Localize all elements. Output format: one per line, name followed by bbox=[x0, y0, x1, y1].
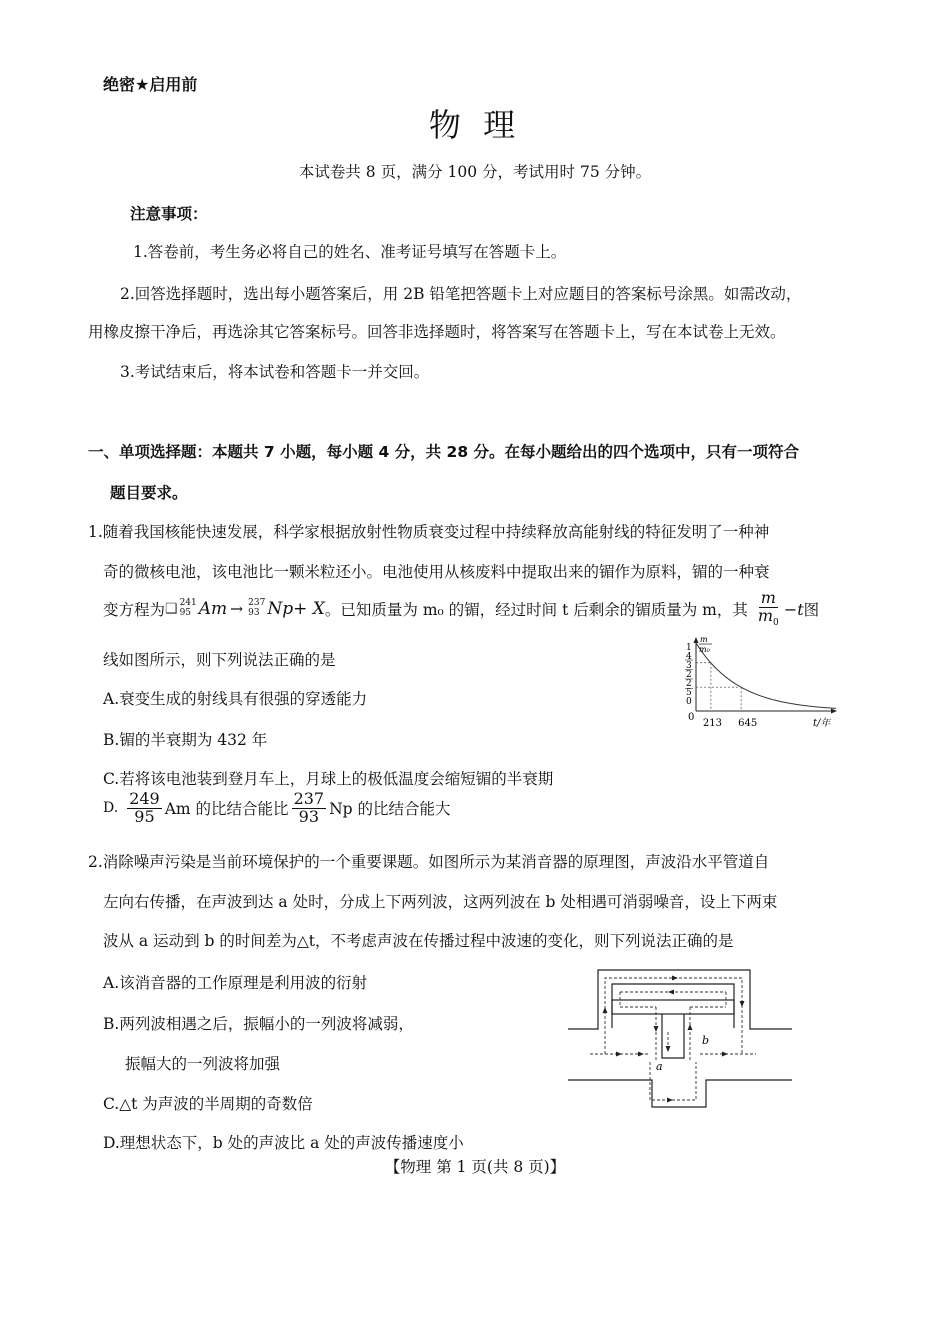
q1-line-3-post: 已知质量为 m₀ 的镅，经过时间 t 后剩余的镅质量为 m，其 bbox=[340, 601, 748, 619]
arrow-icon bbox=[740, 1001, 745, 1007]
direction-arrows bbox=[603, 976, 745, 1103]
q1-line-1: 1.随着我国核能快速发展，科学家根据放射性物质衰变过程中持续释放高能射线的特征发明了一种神 bbox=[88, 523, 770, 541]
am-symbol: Am bbox=[198, 599, 228, 619]
q2-option-d: D.理想状态下，b 处的声波比 a 处的声波传播速度小 bbox=[103, 1134, 464, 1152]
q2-option-b-1: B.两列波相遇之后，振幅小的一列波将减弱， bbox=[103, 1015, 414, 1033]
y-tick-digit: 4 bbox=[686, 652, 692, 662]
np-frac-num: 237 bbox=[293, 788, 325, 808]
x-axis-label: t/年 bbox=[813, 718, 831, 729]
arrow-icon bbox=[666, 1046, 671, 1052]
pipe-walls bbox=[568, 970, 792, 1107]
q1-option-d-text-2: Np 的比结合能大 bbox=[329, 800, 451, 818]
y-tick-digit: 2 bbox=[686, 679, 692, 689]
q1-option-d-label: D. bbox=[103, 800, 119, 816]
mass-ratio-den-m: m bbox=[757, 605, 774, 625]
am-frac-den: 95 bbox=[134, 806, 155, 826]
label-a: a bbox=[656, 1060, 663, 1073]
graph-word: 图 bbox=[803, 601, 820, 619]
mass-ratio-numerator: m bbox=[760, 587, 776, 607]
q2-line-1: 2.消除噪声污染是当前环境保护的一个重要课题。如图所示为某消音器的原理图，声波沿水平管道自 bbox=[88, 853, 770, 871]
notice-item-2a: 2.回答选择题时，选出每小题答案后，用 2B 铅笔把答题卡上对应题目的答案标号涂黑。如需改动， bbox=[120, 285, 802, 303]
q1-line-2: 奇的微核电池，该电池比一颗米粒还小。电池使用从核废料中提取出来的镅作为原料，镅的一种衰 bbox=[103, 563, 770, 581]
upper-wave-path bbox=[605, 978, 742, 1054]
x-tick-label-213: 213 bbox=[702, 718, 723, 729]
am-fraction bbox=[127, 788, 162, 826]
np-mass-number: 237 bbox=[248, 598, 266, 609]
decay-curve bbox=[696, 643, 836, 708]
t-stem bbox=[662, 1014, 684, 1058]
q1-line-3-pre: 变方程为 bbox=[103, 601, 166, 619]
y-axis-arrow bbox=[694, 637, 699, 643]
am-mass-number: 241 bbox=[179, 598, 197, 609]
y-tick-digit: 5 bbox=[686, 688, 692, 698]
minus-t: −t bbox=[783, 599, 804, 619]
page-footer: 【物理 第 1 页(共 8 页)】 bbox=[384, 1158, 566, 1176]
notice-item-1: 1.答卷前，考生务必将自己的姓名、准考证号填写在答题卡上。 bbox=[133, 243, 567, 261]
q1-option-b: B.镅的半衰期为 432 年 bbox=[103, 731, 268, 749]
x-axis-arrow bbox=[831, 709, 837, 714]
outer-lower-wall bbox=[568, 1080, 792, 1107]
np-frac-den: 93 bbox=[298, 806, 320, 826]
guide-lines bbox=[696, 663, 741, 711]
q1-option-c: C.若将该电池装到登月车上，月球上的极低温度会缩短镅的半衰期 bbox=[103, 770, 554, 788]
y-axis-label-num: m bbox=[700, 635, 708, 644]
q1-option-d-text-1: Am 的比结合能比 bbox=[164, 800, 289, 818]
am-frac-num: 249 bbox=[129, 788, 160, 808]
q1-line-3 bbox=[103, 584, 819, 634]
arrow-icon bbox=[667, 1098, 673, 1103]
notice-item-3: 3.考试结束后，将本试卷和答题卡一并交回。 bbox=[120, 363, 430, 381]
q1-option-a: A.衰变生成的射线具有很强的穿透能力 bbox=[103, 690, 368, 708]
decay-chart bbox=[670, 632, 840, 732]
notice-heading: 注意事项： bbox=[130, 205, 208, 223]
exam-info: 本试卷共 8 页，满分 100 分，考试用时 75 分钟。 bbox=[298, 163, 652, 181]
page-title: 物 理 bbox=[428, 106, 522, 144]
np-nuclide-numbers bbox=[248, 599, 265, 619]
section-heading-2: 题目要求。 bbox=[110, 484, 188, 502]
y-tick-digit: 2 bbox=[686, 670, 692, 680]
arrow-icon bbox=[672, 976, 678, 981]
arrow-icon bbox=[668, 990, 674, 995]
y-tick-digits bbox=[686, 643, 692, 707]
y-tick-digit: 1 bbox=[686, 643, 692, 653]
np-atomic-number: 93 bbox=[248, 608, 260, 618]
arrow-icon bbox=[722, 1052, 728, 1057]
y-tick-digit: 0 bbox=[686, 697, 692, 707]
arrow-icon bbox=[616, 1052, 622, 1057]
wave-paths bbox=[590, 978, 756, 1100]
arrow-icon bbox=[603, 1007, 608, 1013]
q2-option-c: C.△t 为声波的半周期的奇数倍 bbox=[103, 1095, 313, 1113]
arrow: → bbox=[230, 600, 244, 618]
q2-line-2: 左向右传播，在声波到达 a 处时，分成上下两列波，这两列波在 b 处相遇可消弱噪音，设上下两束 bbox=[103, 893, 778, 911]
box-glyph: ❑ bbox=[165, 601, 178, 617]
y-axis-label-den: m₀ bbox=[699, 645, 710, 654]
chart-axes bbox=[694, 637, 838, 714]
np-symbol: Np+ X bbox=[267, 599, 325, 619]
x-tick-label-645: 645 bbox=[738, 718, 758, 729]
q2-option-a: A.该消音器的工作原理是利用波的衍射 bbox=[103, 974, 368, 992]
q1-line-4: 线如图所示，则下列说法正确的是 bbox=[103, 651, 336, 669]
mass-ratio-denominator bbox=[756, 605, 781, 628]
arrow-icon bbox=[638, 1052, 644, 1057]
section-heading-1: 一、单项选择题：本题共 7 小题，每小题 4 分，共 28 分。在每小题给出的四个选项中，只有一项符合 bbox=[88, 443, 800, 461]
period-mark: 。 bbox=[324, 601, 341, 619]
origin-label: 0 bbox=[688, 712, 695, 723]
arrow-icon bbox=[654, 1026, 659, 1032]
mass-ratio-den-sub: 0 bbox=[773, 617, 779, 628]
arrow-icon bbox=[688, 1024, 693, 1030]
am-atomic-number: 95 bbox=[179, 608, 192, 618]
notice-item-2b: 用橡皮擦干净后，再选涂其它答案标号。回答非选择题时，将答案写在答题卡上，写在本试卷上无效。 bbox=[88, 323, 786, 341]
np-fraction bbox=[292, 788, 327, 826]
q1-option-d bbox=[103, 786, 451, 830]
y-tick-digit: 3 bbox=[686, 661, 692, 671]
label-b: b bbox=[702, 1034, 710, 1047]
q2-option-b-2: 振幅大的一列波将加强 bbox=[125, 1055, 281, 1073]
secret-label: 绝密★启用前 bbox=[103, 75, 198, 94]
muffler-diagram bbox=[560, 962, 800, 1112]
mass-ratio-fraction bbox=[756, 587, 781, 628]
q2-line-3: 波从 a 运动到 b 的时间差为△t，不考虑声波在传播过程中波速的变化，则下列说法正确的是 bbox=[103, 932, 734, 950]
am-nuclide-numbers bbox=[180, 599, 197, 619]
